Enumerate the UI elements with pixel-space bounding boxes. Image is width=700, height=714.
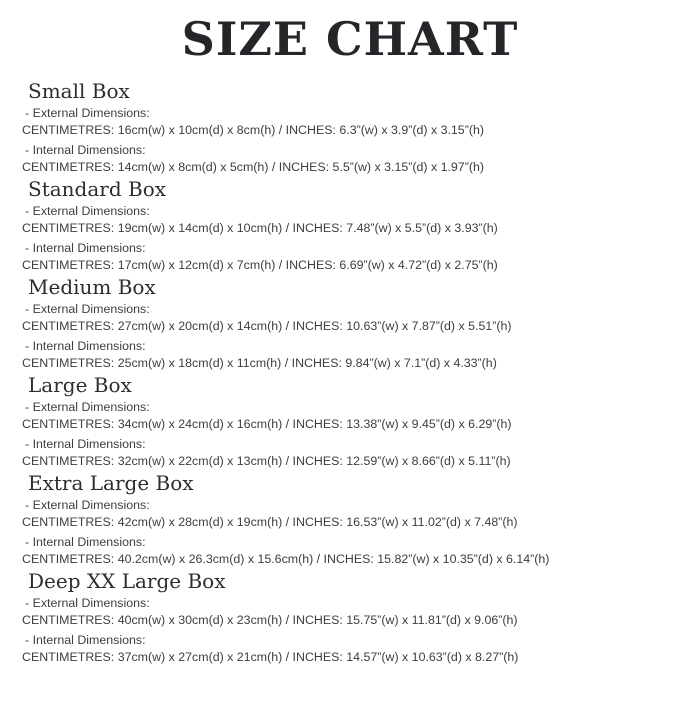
internal-dimensions-label: - Internal Dimensions: <box>25 241 146 255</box>
internal-dimensions-label: - Internal Dimensions: <box>25 535 146 549</box>
internal-dimensions-label: - Internal Dimensions: <box>25 143 146 157</box>
box-size-heading: Deep XX Large Box <box>28 569 226 593</box>
size-section-medium-box <box>22 276 680 372</box>
internal-dimensions-label: - Internal Dimensions: <box>25 633 146 647</box>
internal-dimensions-label: - Internal Dimensions: <box>25 437 146 451</box>
internal-dimensions-value: CENTIMETRES: 32cm(w) x 22cm(d) x 13cm(h) / INCHES: 12.59”(w) x 8.66”(d) x 5.11”(h) <box>22 454 511 468</box>
size-section-deep-xx-large-box <box>22 570 680 666</box>
internal-dimensions-label: - Internal Dimensions: <box>25 339 146 353</box>
internal-dimensions-value: CENTIMETRES: 25cm(w) x 18cm(d) x 11cm(h) / INCHES: 9.84”(w) x 7.1”(d) x 4.33”(h) <box>22 356 497 370</box>
external-dimensions-label: - External Dimensions: <box>25 106 150 120</box>
external-dimensions-label: - External Dimensions: <box>25 596 150 610</box>
box-size-heading: Large Box <box>28 373 132 397</box>
external-dimensions-value: CENTIMETRES: 42cm(w) x 28cm(d) x 19cm(h) / INCHES: 16.53”(w) x 11.02”(d) x 7.48”(h) <box>22 515 518 529</box>
external-dimensions-value: CENTIMETRES: 34cm(w) x 24cm(d) x 16cm(h) / INCHES: 13.38”(w) x 9.45”(d) x 6.29”(h) <box>22 417 512 431</box>
internal-dimensions-value: CENTIMETRES: 14cm(w) x 8cm(d) x 5cm(h) / INCHES: 5.5”(w) x 3.15”(d) x 1.97”(h) <box>22 160 484 174</box>
size-section-extra-large-box <box>22 472 680 568</box>
size-section-standard-box <box>22 178 680 274</box>
box-size-heading: Medium Box <box>28 275 156 299</box>
external-dimensions-value: CENTIMETRES: 19cm(w) x 14cm(d) x 10cm(h) / INCHES: 7.48”(w) x 5.5”(d) x 3.93”(h) <box>22 221 498 235</box>
box-size-heading: Extra Large Box <box>28 471 194 495</box>
external-dimensions-value: CENTIMETRES: 40cm(w) x 30cm(d) x 23cm(h) / INCHES: 15.75”(w) x 11.81”(d) x 9.06”(h) <box>22 613 518 627</box>
size-section-small-box <box>22 80 680 176</box>
size-section-large-box <box>22 374 680 470</box>
internal-dimensions-value: CENTIMETRES: 40.2cm(w) x 26.3cm(d) x 15.6cm(h) / INCHES: 15.82”(w) x 10.35”(d) x 6.14”(h) <box>22 552 550 566</box>
external-dimensions-label: - External Dimensions: <box>25 400 150 414</box>
box-size-heading: Standard Box <box>28 177 167 201</box>
external-dimensions-value: CENTIMETRES: 27cm(w) x 20cm(d) x 14cm(h) / INCHES: 10.63”(w) x 7.87”(d) x 5.51”(h) <box>22 319 512 333</box>
external-dimensions-value: CENTIMETRES: 16cm(w) x 10cm(d) x 8cm(h) / INCHES: 6.3”(w) x 3.9”(d) x 3.15”(h) <box>22 123 484 137</box>
external-dimensions-label: - External Dimensions: <box>25 204 150 218</box>
internal-dimensions-value: CENTIMETRES: 17cm(w) x 12cm(d) x 7cm(h) / INCHES: 6.69”(w) x 4.72”(d) x 2.75”(h) <box>22 258 498 272</box>
size-chart-body <box>0 80 700 666</box>
page-title: SIZE CHART <box>181 12 519 66</box>
box-size-heading: Small Box <box>28 79 130 103</box>
external-dimensions-label: - External Dimensions: <box>25 498 150 512</box>
external-dimensions-label: - External Dimensions: <box>25 302 150 316</box>
internal-dimensions-value: CENTIMETRES: 37cm(w) x 27cm(d) x 21cm(h) / INCHES: 14.57”(w) x 10.63”(d) x 8.27”(h) <box>22 650 519 664</box>
